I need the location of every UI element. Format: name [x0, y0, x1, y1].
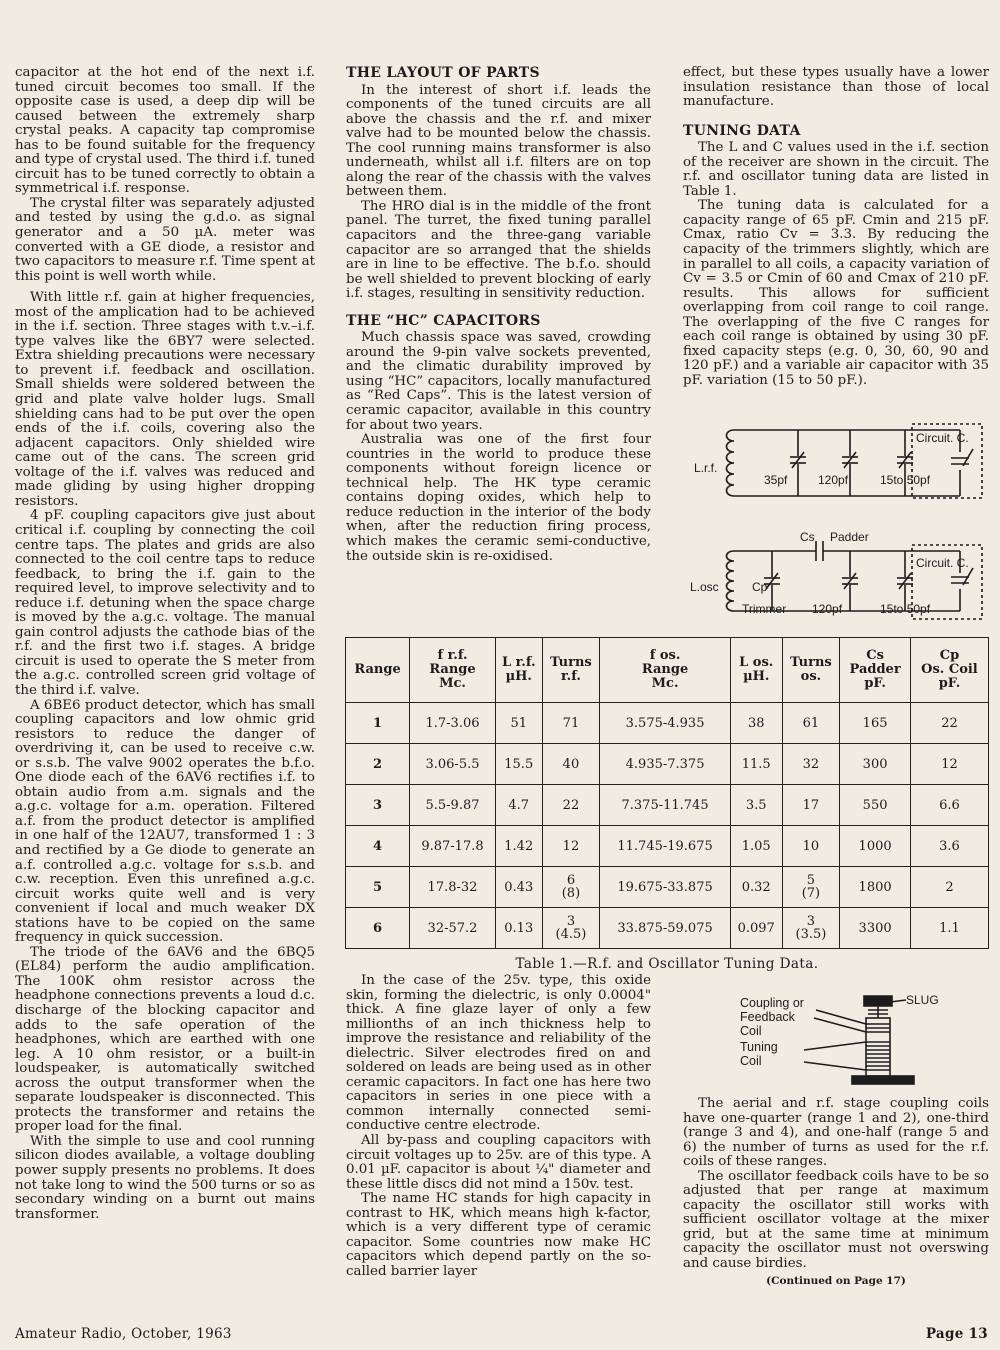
header-line: µH.	[743, 669, 770, 684]
table-cell: 32	[782, 744, 840, 785]
table-cell: 17.8-32	[410, 867, 496, 908]
cp-label: Cp	[752, 580, 768, 594]
table-cell: 5	[346, 867, 410, 908]
header-line: pF.	[864, 676, 886, 691]
table-cell: 3.6	[910, 826, 988, 867]
header-line: Range	[354, 662, 401, 677]
table-cell: 300	[840, 744, 911, 785]
table-row	[346, 908, 989, 949]
table-cell: 51	[495, 703, 542, 744]
table-cell: 17	[782, 785, 840, 826]
capacitor-label: 120pf	[812, 602, 843, 616]
paragraph: 4 pF. coupling capacitors give just about critical i.f. coupling by connecting the coil centre taps. The plates and grids are also connected to the coil centre taps to reduce feedback, to bring the i.f. gain to the required level, to improve selectivity and to reduce i.f. detuning when the space charge is moved by the a.g.c. voltage. The manual gain control adjusts the cathode bias of the r.f. and the first two i.f. stages. A bridge circuit is used to operate the S meter from the a.g.c. controlled screen grid voltage of the third i.f. valve.	[15, 508, 315, 698]
paragraph: The oscillator feedback coils have to be so adjusted that per range at maximum capacity the oscillator still works with sufficient oscillator voltage at the mixer grid, but at the same time at minimum capacity the oscillator must not overswing and cause birdies.	[683, 1168, 989, 1272]
paragraph: The L and C values used in the i.f. section of the receiver are shown in the circuit. The r.f. and oscillator tuning data are listed in Table 1.	[683, 140, 989, 199]
table-cell: 61	[782, 703, 840, 744]
table-cell: 550	[840, 785, 911, 826]
table-cell: 0.32	[730, 867, 782, 908]
table-row	[346, 867, 989, 908]
table-cell: 3.575-4.935	[600, 703, 731, 744]
paragraph: A 6BE6 product detector, which has small coupling capacitors and low ohmic grid resistors to reduce the danger of overdriving it, can be used to receive c.w. or s.s.b. The valve 9002 operates the b.f.o. One diode each of the 6AV6 rectifies i.f. to obtain audio from a.m. signals and the a.g.c. voltage for a.m. operation. Filtered a.f. from the product detector is amplified in one half of the 12AU7, transformed 1 : 3 and rectified by a Ge diode to generate an a.f. controlled a.g.c. voltage for s.s.b. and c.w. reception. Even this unrefined a.g.c. circuit works quite well and is very convenient if local and much weaker DX stations have to be copied on the same frequency in quick succession.	[15, 697, 315, 946]
table-cell: 15.5	[495, 744, 542, 785]
paragraph: The crystal filter was separately adjusted and tested by using the g.d.o. as signal generator and a 50 µA. meter was converted with a GE diode, a resistor and two capacitors to measure r.f. Time spent at this point is well worth while.	[15, 195, 315, 284]
header-line: Os. Coil	[921, 662, 978, 677]
table-cell: 6.6	[910, 785, 988, 826]
header-line: Turns	[790, 655, 832, 670]
column-right	[683, 66, 989, 388]
header-line: f r.f.	[437, 648, 468, 663]
header-line: Mc.	[651, 676, 679, 691]
table-cell: 22	[910, 703, 988, 744]
table-cell: 9.87-17.8	[410, 826, 496, 867]
table-cell: 1.1	[910, 908, 988, 949]
header-line: Cp	[939, 648, 960, 663]
table-cell: 11.5	[730, 744, 782, 785]
coil-label: L.r.f.	[694, 461, 718, 475]
paragraph: The name HC stands for high capacity in contrast to HK, which means high k-factor, which is a very different type of ceramic capacitor. Some countries now make HC capacitors which depend partly on the so-called barrier layer	[346, 1191, 651, 1279]
table-cell: 1.7-3.06	[410, 703, 496, 744]
paragraph: In the interest of short i.f. leads the components of the tuned circuits are all above the chassis and the r.f. and mixer valve had to be mounted below the chassis. The cool running mains transformer is also underneath, whilst all i.f. filters are on top along the rear of the chassis with the valves between them.	[346, 82, 651, 200]
capacitor-label: 120pf	[818, 473, 849, 487]
column-left	[15, 66, 315, 1222]
paragraph: Much chassis space was saved, crowding around the 9-pin valve sockets prevented, and the climatic durability improved by using “HC” capacitors, locally manufactured as “Red Caps”. This is the latest version of ceramic capacitor, available in this country for about two years.	[346, 330, 651, 433]
table-cell: 11.745-19.675	[600, 826, 731, 867]
table-cell: 3300	[840, 908, 911, 949]
capacitor-label: 15to 50pf	[880, 602, 931, 616]
table-cell: 1000	[840, 826, 911, 867]
table-cell: 0.097	[730, 908, 782, 949]
table-cell: 4	[346, 826, 410, 867]
tuning-data-table	[345, 637, 989, 972]
table-cell: 40	[542, 744, 600, 785]
table-cell: 3 (3.5)	[782, 908, 840, 949]
rf-circuit-diagram	[690, 422, 990, 504]
table-cell: 0.43	[495, 867, 542, 908]
table-cell: 2	[910, 867, 988, 908]
paragraph: The triode of the 6AV6 and the 6BQ5 (EL84) perform the audio amplification. The 100K ohm resistor across the headphone connections prevents a loud d.c. discharge of the blocking capacitor and adds to the safe operation of the headphones, which are earthed with one leg. A 10 ohm resistor, or a built-in loudspeaker, is automatically switched across the output transformer when the separate loudspeaker is disconnected. This protects the transformer and retains the proper load for the final.	[15, 944, 315, 1135]
header-line: µH.	[505, 669, 532, 684]
table-cell: 7.375-11.745	[600, 785, 731, 826]
capacitor-label: 15to 50pf	[880, 473, 931, 487]
padder-label: Padder	[830, 530, 869, 544]
table-cell: 6 (8)	[542, 867, 600, 908]
paragraph: The HRO dial is in the middle of the front panel. The turret, the fixed tuning parallel capacitors and the three-gang variable capacitor are so arranged that the shields are in line to be effective. The b.f.o. should be well shielded to prevent blocking of early i.f. stages, resulting in sensitivity reduction.	[346, 198, 651, 302]
page-number: Page 13	[925, 1326, 988, 1342]
table-cell: 3	[346, 785, 410, 826]
table-row	[346, 826, 989, 867]
table-header-cell	[910, 638, 988, 703]
table-cell: 1	[346, 703, 410, 744]
coil-drawing	[740, 994, 980, 1086]
paragraph: The aerial and r.f. stage coupling coils have one-quarter (range 1 and 2), one-third (range 3 and 4), and one-half (range 5 and 6) the number of turns as used for the r.f. coils of these ranges.	[683, 1096, 989, 1170]
table-cell: 3.5	[730, 785, 782, 826]
table-cell: 4.7	[495, 785, 542, 826]
header-line: L os.	[739, 655, 774, 670]
table-row	[346, 785, 989, 826]
column-middle-lower	[346, 974, 651, 1279]
table-row	[346, 744, 989, 785]
header-line: r.f.	[561, 669, 581, 684]
table-cell: 3.06-5.5	[410, 744, 496, 785]
table-cell: 12	[542, 826, 600, 867]
table-cell: 6	[346, 908, 410, 949]
header-line: os.	[800, 669, 822, 684]
table-row	[346, 703, 989, 744]
paragraph: With little r.f. gain at higher frequencies, most of the amplication had to be achieved in the i.f. section. Three stages with t.v.–i.f. type valves like the 6BY7 were selected. Extra shielding precautions were necessary to prevent i.f. feedback and oscillation. Small shields were soldered between the grid and plate valve holder lugs. Small shielding cans had to be put over the open ends of the i.f. coils, covering also the adjacent capacitors. Only shielded wire came out of the cans. The screen grid voltage of the i.f. valves was reduced and made gliding by using higher dropping resistors.	[15, 290, 315, 509]
footer-publication: Amateur Radio, October, 1963	[15, 1326, 232, 1342]
paragraph: capacitor at the hot end of the next i.f. tuned circuit becomes too small. If the opposite case is used, a deep dip will be caused between the extremely sharp crystal peaks. A capacity tap compromise has to be found suitable for the frequency and type of crystal used. The third i.f. tuned circuit has to be tuned correctly to obtain a symmetrical i.f. response.	[15, 65, 315, 197]
table-cell: 22	[542, 785, 600, 826]
table-cell: 10	[782, 826, 840, 867]
paragraph: effect, but these types usually have a lower insulation resistance than those of local manufacture.	[683, 65, 989, 110]
paragraph: Australia was one of the first four countries in the world to produce these components without foreign licence or technical help. The HK type ceramic contains doping oxides, which help to reduce reduction in the interior of the body when, after the reduction firing process, which makes the ceramic semi-conductive, the outside skin is re-oxidised.	[346, 432, 651, 564]
table-cell: 0.13	[495, 908, 542, 949]
table-cell: 1.05	[730, 826, 782, 867]
header-line: Range	[429, 662, 476, 677]
section-heading: THE LAYOUT OF PARTS	[346, 65, 540, 81]
coupling-coil-label: Coupling or Feedback Coil	[740, 996, 804, 1038]
table-header-cell	[495, 638, 542, 703]
circuit-label: Circuit. C.	[916, 431, 969, 445]
column-middle	[346, 66, 651, 564]
header-line: Turns	[550, 655, 592, 670]
coil-slug-diagram	[740, 994, 980, 1086]
table-cell: 19.675-33.875	[600, 867, 731, 908]
osc-circuit-diagram	[690, 527, 990, 622]
table-cell: 32-57.2	[410, 908, 496, 949]
header-line: Mc.	[439, 676, 466, 691]
paragraph: With the simple to use and cool running silicon diodes available, a voltage doubling power supply presents no problems. It does not take long to wind the 500 turns or so as secondary winding on a burnt out mains transformer.	[15, 1133, 315, 1222]
table-cell: 38	[730, 703, 782, 744]
trimmer-label: Trimmer	[742, 602, 787, 616]
paragraph: All by-pass and coupling capacitors with circuit voltages up to 25v. are of this type. A 0.01 µF. capacitor is about ¼" diameter and these little discs did not mind a 150v. test.	[346, 1133, 651, 1192]
table-cell: 5.5-9.87	[410, 785, 496, 826]
circuit-label: Circuit. C.	[916, 556, 969, 570]
cs-label: Cs	[800, 530, 815, 544]
section-heading: THE “HC” CAPACITORS	[346, 312, 541, 329]
table-cell: 1800	[840, 867, 911, 908]
table-cell: 2	[346, 744, 410, 785]
header-line: Padder	[849, 662, 901, 677]
table-header-cell	[782, 638, 840, 703]
header-line: Cs	[866, 648, 884, 663]
table-header-cell	[410, 638, 496, 703]
tuning-coil-label: Tuning Coil	[740, 1040, 778, 1068]
continued-note: (Continued on Page 17)	[766, 1274, 906, 1287]
table-header-cell	[600, 638, 731, 703]
table-header-cell	[730, 638, 782, 703]
paragraph: In the case of the 25v. type, this oxide skin, forming the dielectric, is only 0.0004" thick. A fine glaze layer of only a few millionths of an inch thickness help to improve the resistance and reliability of the dielectric. Silver electrodes fired on and soldered on leads are being used as in other ceramic capacitors. In fact one has here two capacitors in series in one piece with a common internally connected semi-conductive centre electrode.	[346, 973, 651, 1134]
table-cell: 5 (7)	[782, 867, 840, 908]
table-header-cell	[840, 638, 911, 703]
table-cell: 165	[840, 703, 911, 744]
header-line: f os.	[649, 648, 681, 663]
slug-label: SLUG	[906, 994, 939, 1007]
header-line: pF.	[938, 676, 961, 691]
table-cell: 3 (4.5)	[542, 908, 600, 949]
table-cell: 33.875-59.075	[600, 908, 731, 949]
column-right-lower	[683, 1097, 989, 1288]
table-header-cell	[542, 638, 600, 703]
table-cell: 1.42	[495, 826, 542, 867]
table-cell: 71	[542, 703, 600, 744]
header-line: L r.f.	[501, 655, 536, 670]
table-caption: Table 1.—R.f. and Oscillator Tuning Data.	[515, 956, 819, 972]
table-cell: 12	[910, 744, 988, 785]
paragraph: The tuning data is calculated for a capacity range of 65 pF. Cmin and 215 pF. Cmax, ratio Cv = 3.3. By reducing the capacity of the trimmers slightly, which are in parallel to all coils, a capacity variation of Cv = 3.5 or Cmin of 60 and Cmax of 210 pF. results. This allows for sufficient overlapping from coil range to coil range. The overlapping of the five C ranges for each coil range is obtained by using 30 pF. fixed capacity steps (e.g. 0, 30, 60, 90 and 120 pF.) and a variable air capacitor with 35 pF. variation (15 to 50 pF.).	[683, 198, 989, 388]
coil-label: L.osc	[690, 580, 719, 594]
capacitor-label: 35pf	[764, 473, 788, 487]
table-cell: 4.935-7.375	[600, 744, 731, 785]
section-heading: TUNING DATA	[683, 122, 801, 139]
header-line: Range	[641, 662, 689, 677]
table-header-cell	[346, 638, 410, 703]
